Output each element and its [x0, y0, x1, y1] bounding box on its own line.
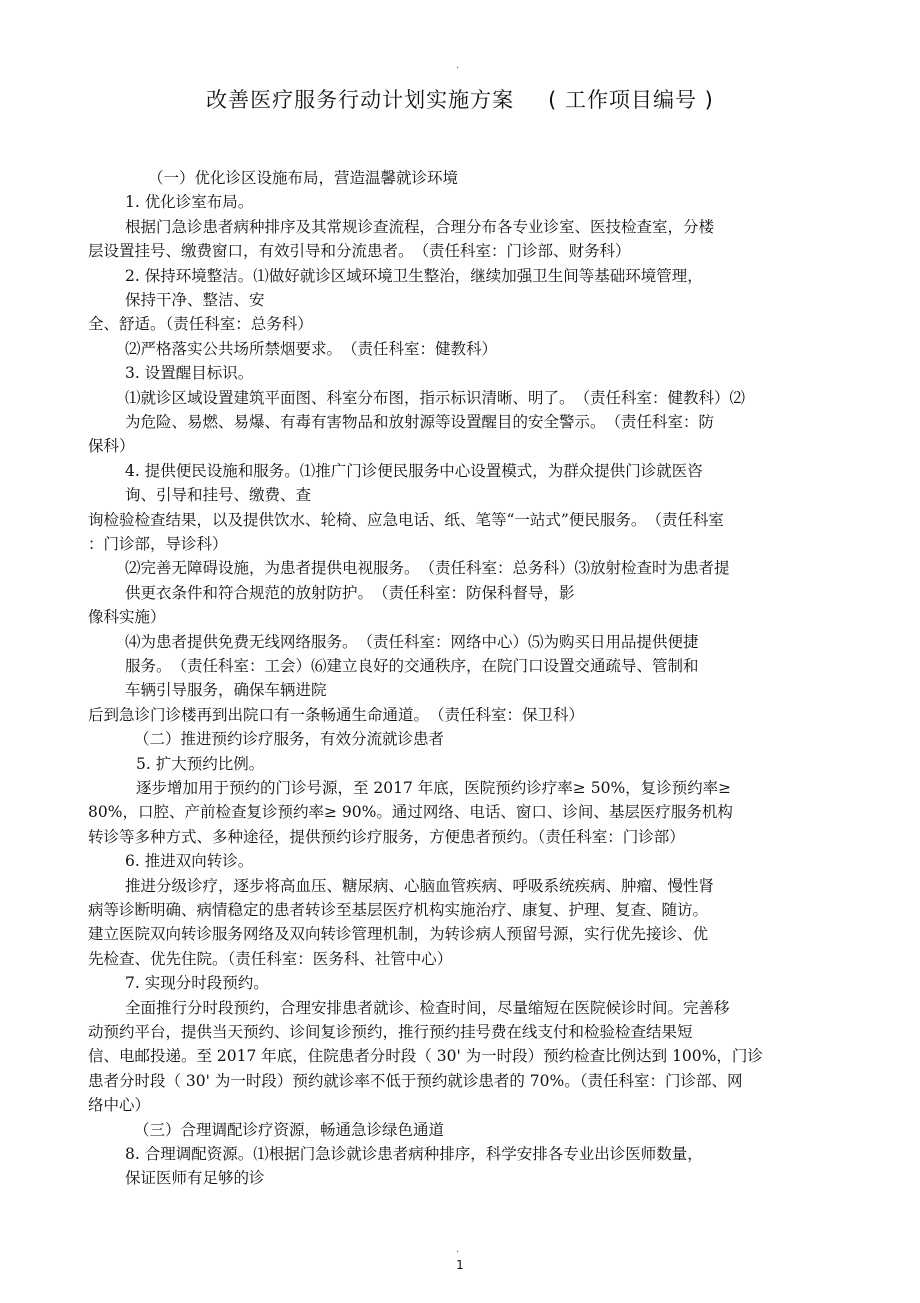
title-sub: ( 工作项目编号 ) — [548, 88, 714, 112]
page-title — [0, 84, 920, 114]
text-line: 服务。 （责任科室：工会）⑹建立良好的交通秩序，在院门口设置交通疏导、管制和 — [125, 657, 699, 675]
text-line: 层设置挂号、缴费窗口，有效引导和分流患者。 （责任科室：门诊部、财务科） — [88, 242, 631, 261]
text-line: 6. 推进双向转诊。 — [125, 852, 254, 871]
text-line: 信、电邮投递。至 2017 年底，住院患者分时段（ 30' 为一时段）预约检查比例达到 100%，门诊 — [88, 1047, 763, 1066]
text-line: 8. 合理调配资源。⑴根据门急诊就诊患者病种排序，科学安排各专业出诊医师数量， — [125, 1145, 703, 1163]
text-line: 供更衣条件和符合规范的放射防护。 （责任科室：防保科督导，影 — [125, 583, 575, 602]
text-line: 后到急诊门诊楼再到出院口有一条畅通生命通道。 （责任科室：保卫科） — [88, 705, 585, 724]
text-line: ⑴就诊区域设置建筑平面图、科室分布图，指示标识清晰、明了。 （责任科室：健教科）⑵ — [125, 388, 746, 407]
text-line: 转诊等多种方式、多种途径，提供预约诊疗服务，方便患者预约。（责任科室：门诊部） — [88, 827, 685, 846]
text-line: 4. 提供便民设施和服务。⑴推广门诊便民服务中心设置模式，为群众提供门诊就医咨 — [125, 461, 703, 480]
text-line: 推进分级诊疗，逐步将高血压、糖尿病、心脑血管疾病、呼吸系统疾病、肿瘤、慢性肾 — [125, 876, 715, 895]
text-line: 保证医师有足够的诊 — [125, 1169, 265, 1188]
text-line: 保持干净、整洁、安 — [125, 291, 265, 309]
bottom-dot-mark: . — [456, 1244, 460, 1255]
text-line: 3. 设置醒目标识。 — [125, 364, 254, 383]
text-line: （一）优化诊区设施布局，营造温馨就诊环境 — [148, 169, 459, 187]
text-line: 为危险、易燃、易爆、有毒有害物品和放射源等设置醒目的安全警示。 （责任科室：防 — [125, 413, 715, 431]
text-line: 先检查、优先住院。（责任科室：医务科、社管中心） — [88, 949, 453, 968]
text-line: 根据门急诊患者病种排序及其常规诊查流程，合理分布各专业诊室、医技检查室，分楼 — [125, 217, 715, 236]
text-line: 80%，口腔、产前检查复诊预约率≥ 90%。通过网络、电话、窗口、诊间、基层医疗服务机构 — [88, 803, 733, 822]
text-line: 询、引导和挂号、缴费、查 — [125, 486, 312, 505]
text-line: 建立医院双向转诊服务网络及双向转诊管理机制，为转诊病人预留号源，实行优先接诊、优 — [88, 925, 709, 944]
text-line: 1. 优化诊室布局。 — [125, 193, 254, 212]
text-line: 动预约平台，提供当天预约、诊间复诊预约，推行预约挂号费在线支付和检验检查结果短 — [88, 1023, 693, 1041]
text-line: ⑵完善无障碍设施，为患者提供电视服务。 （责任科室：总务科）⑶放射检查时为患者提 — [125, 559, 730, 578]
text-line: 像科实施） — [88, 608, 166, 627]
text-line: 2. 保持环境整洁。⑴做好就诊区域环境卫生整治，继续加强卫生间等基础环境管理， — [125, 266, 703, 285]
text-line: 7. 实现分时段预约。 — [125, 974, 269, 993]
text-line: 车辆引导服务，确保车辆进院 — [125, 681, 327, 700]
text-line: 络中心） — [88, 1096, 151, 1115]
text-line: ⑵严格落实公共场所禁烟要求。 （责任科室：健教科） — [125, 339, 498, 358]
text-line: 5. 扩大预约比例。 — [136, 754, 265, 773]
top-dot-mark: . — [456, 60, 460, 71]
text-line: ⑷为患者提供免费无线网络服务。 （责任科室：网络中心）⑸为购买日用品提供便捷 — [125, 632, 699, 651]
text-line: 病等诊断明确、病情稳定的患者转诊至基层医疗机构实施治疗、康复、护理、复查、随访。 — [88, 901, 709, 919]
text-line: （三）合理调配诊疗资源，畅通急诊绿色通道 — [134, 1120, 445, 1139]
text-line: 患者分时段（ 30' 为一时段）预约就诊率不低于预约就诊患者的 70%。（责任科室：门诊部、网 — [88, 1071, 743, 1090]
text-line: 全面推行分时段预约，合理安排患者就诊、检查时间，尽量缩短在医院候诊时间。完善移 — [125, 998, 730, 1017]
text-line: 逐步增加用于预约的门诊号源，至 2017 年底，医院预约诊疗率≥ 50%，复诊预约率≥ — [136, 779, 732, 797]
page-number: 1 — [456, 1258, 464, 1272]
text-line: （二）推进预约诊疗服务，有效分流就诊患者 — [134, 730, 445, 749]
text-line: 保科） — [88, 437, 135, 456]
title-main: 改善医疗服务行动计划实施方案 — [206, 88, 515, 112]
text-line: ：门诊部，导诊科） — [88, 535, 228, 553]
text-line: 全、舒适。（责任科室：总务科） — [88, 315, 313, 334]
text-line: 询检验检查结果，以及提供饮水、轮椅、应急电话、纸、笔等“一站式”便民服务。 （责任科室 — [88, 510, 724, 529]
